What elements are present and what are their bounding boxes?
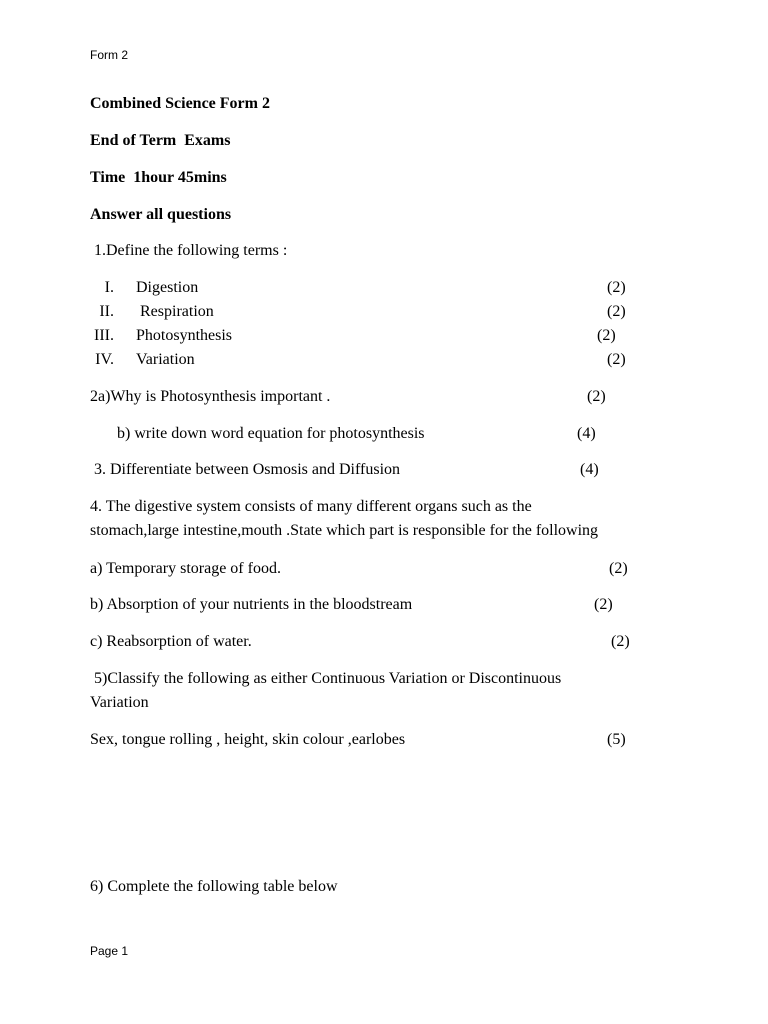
marks-label: (2) bbox=[609, 560, 628, 577]
question-5-list: Sex, tongue rolling , height, skin colour ,earlobes bbox=[90, 731, 406, 748]
marks-label: (2) bbox=[594, 596, 613, 613]
list-numeral: II. bbox=[99, 303, 114, 320]
marks-label: (4) bbox=[580, 461, 599, 478]
question-3-text: 3. Differentiate between Osmosis and Diffusion bbox=[90, 461, 401, 478]
marks-label: (2) bbox=[611, 633, 630, 650]
exam-time: Time 1hour 45mins bbox=[90, 169, 227, 186]
list-numeral: I. bbox=[104, 279, 114, 296]
question-1-prompt: 1.Define the following terms : bbox=[90, 242, 288, 259]
list-numeral: III. bbox=[94, 327, 114, 344]
exam-subtitle: End of Term Exams bbox=[90, 132, 231, 149]
page-header: Form 2 bbox=[90, 48, 129, 62]
list-term: Respiration bbox=[136, 303, 214, 320]
question-4-line1: 4. The digestive system consists of many different organs such as the bbox=[90, 498, 532, 515]
question-5-line2: Variation bbox=[90, 694, 149, 711]
exam-title: Combined Science Form 2 bbox=[90, 95, 270, 112]
question-4b-text: b) Absorption of your nutrients in the bloodstream bbox=[90, 596, 413, 613]
list-term: Variation bbox=[136, 351, 195, 368]
marks-label: (5) bbox=[607, 731, 626, 748]
marks-label: (2) bbox=[607, 279, 626, 296]
question-4a-text: a) Temporary storage of food. bbox=[90, 560, 281, 577]
question-5-line1: 5)Classify the following as either Continuous Variation or Discontinuous bbox=[90, 670, 562, 687]
question-4-line2: stomach,large intestine,mouth .State which part is responsible for the following bbox=[90, 522, 599, 539]
marks-label: (4) bbox=[577, 425, 596, 442]
list-term: Digestion bbox=[136, 279, 199, 296]
exam-instructions: Answer all questions bbox=[90, 206, 232, 223]
question-6-text: 6) Complete the following table below bbox=[90, 878, 338, 895]
question-2b-text: b) write down word equation for photosynthesis bbox=[117, 425, 425, 442]
marks-label: (2) bbox=[607, 303, 626, 320]
page-footer: Page 1 bbox=[90, 944, 129, 958]
list-numeral: IV. bbox=[95, 351, 114, 368]
list-term: Photosynthesis bbox=[136, 327, 233, 344]
question-4c-text: c) Reabsorption of water. bbox=[90, 633, 252, 650]
marks-label: (2) bbox=[597, 327, 616, 344]
marks-label: (2) bbox=[607, 351, 626, 368]
question-2a-text: 2a)Why is Photosynthesis important . bbox=[90, 388, 331, 405]
marks-label: (2) bbox=[587, 388, 606, 405]
